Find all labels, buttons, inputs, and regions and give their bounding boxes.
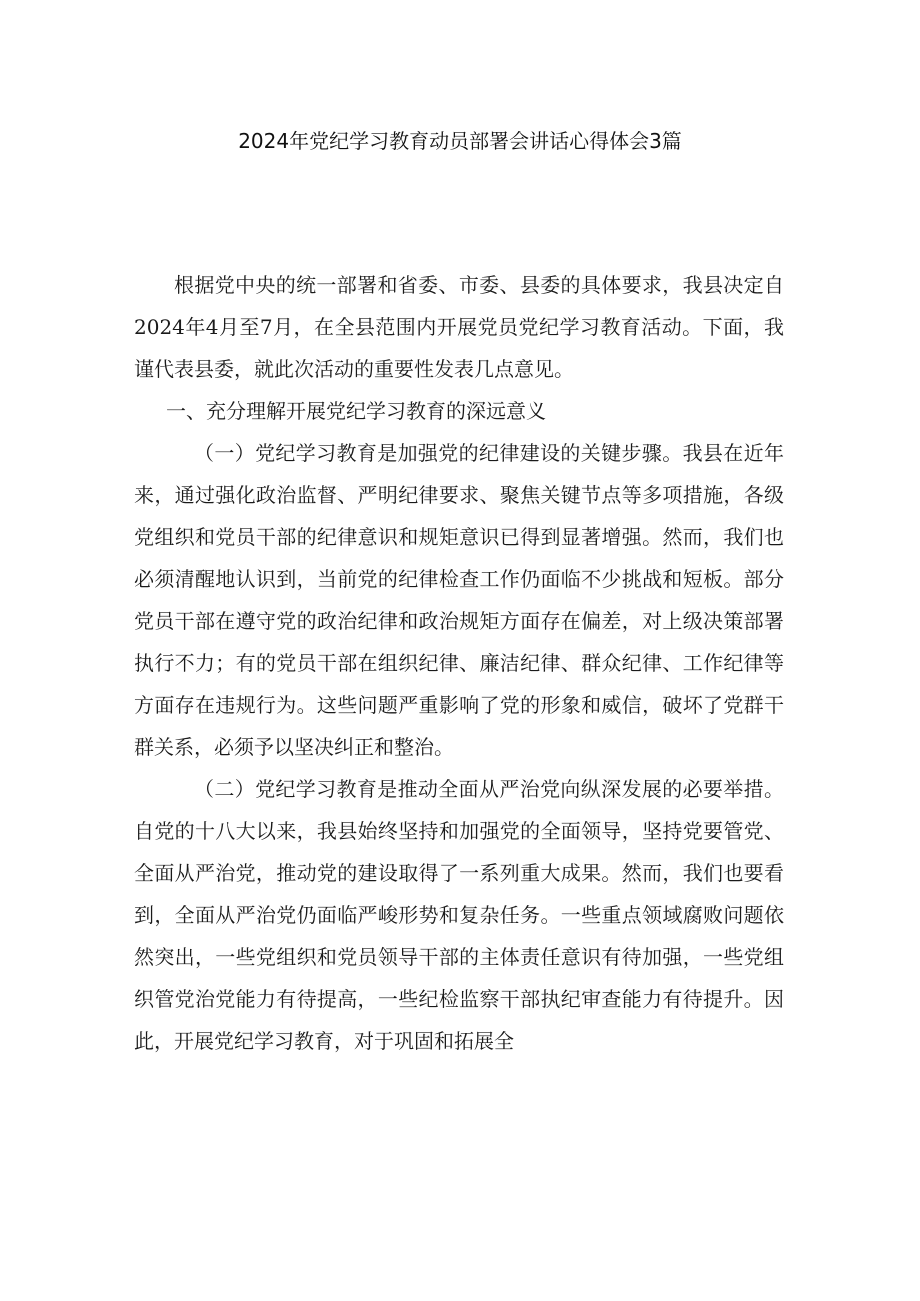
paragraph-point-two: （二）党纪学习教育是推动全面从严治党向纵深发展的必要举措。自党的十八大以来，我县始终坚持和加强党的全面领导，坚持党要管党、全面从严治党，推动党的建设取得了一系列重大成果。然而，我们也要看到，全面从严治党仍面临严峻形势和复杂任务。一些重点领域腐败问题依然突出，一些党组织和党员领导干部的主体责任意识有待加强，一些党组织管党治党能力有待提高，一些纪检监察干部执纪审查能力有待提升。因此，开展党纪学习教育，对于巩固和拓展全 — [134, 777, 784, 1053]
paragraph-point-one: （一）党纪学习教育是加强党的纪律建设的关键步骤。我县在近年来，通过强化政治监督、严明纪律要求、聚焦关键节点等多项措施，各级党组织和党员干部的纪律意识和规矩意识已得到显著增强。然而，我们也必须清醒地认识到，当前党的纪律检查工作仍面临不少挑战和短板。部分党员干部在遵守党的政治纪律和政治规矩方面存在偏差，对上级决策部署执行不力；有的党员干部在组织纪律、廉洁纪律、群众纪律、工作纪律等方面存在违规行为。这些问题严重影响了党的形象和威信，破坏了党群干群关系，必须予以坚决纠正和整治。 — [134, 441, 784, 759]
section-heading-one: 一、充分理解开展党纪学习教育的深远意义 — [166, 399, 546, 423]
paragraph-intro: 根据党中央的统一部署和省委、市委、县委的具体要求，我县决定自2024年4月至7月，在全县范围内开展党员党纪学习教育活动。下面，我谨代表县委，就此次活动的重要性发表几点意见。 — [134, 273, 784, 381]
document-body — [134, 264, 784, 1062]
document-title: 2024年党纪学习教育动员部署会讲话心得体会3篇 — [238, 129, 682, 153]
